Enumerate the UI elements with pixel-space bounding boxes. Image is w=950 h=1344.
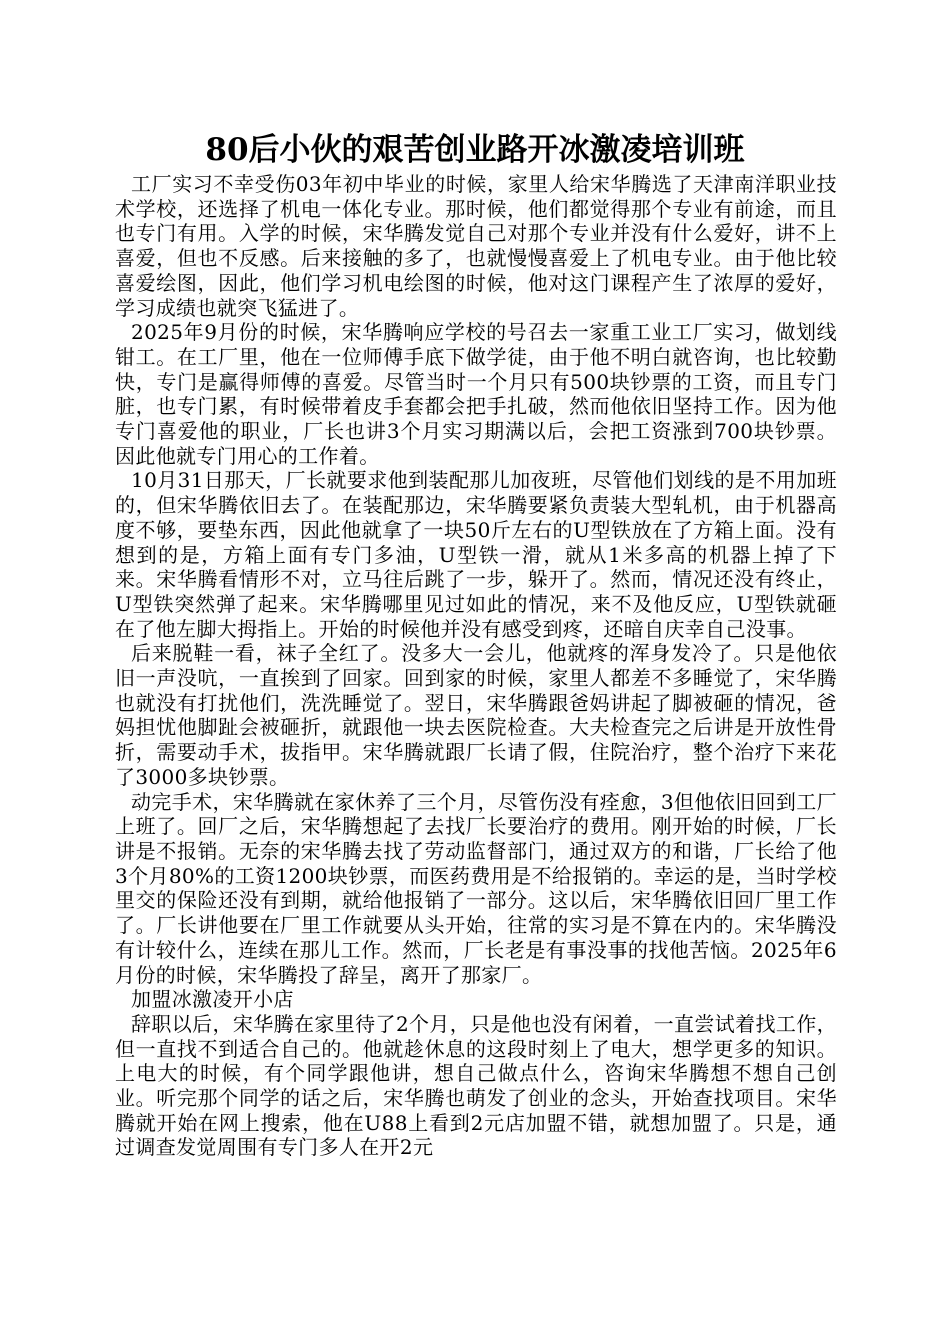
paragraph: 后来脱鞋一看，袜子全红了。没多大一会儿，他就疼的浑身发冷了。只是他依旧一声没吭，一直挨到了回家。回到家的时候，家里人都差不多睡觉了，宋华腾也就没有打扰他们，洗洗睡觉了。翌日，宋华腾跟爸妈讲起了脚被砸的情况，爸妈担忧他脚趾会被砸折，就跟他一块去医院检查。大夫检查完之后讲是开放性骨折，需要动手术，拔指甲。宋华腾就跟厂长请了假，住院治疗，整个治疗下来花了3000多块钞票。	[115, 641, 837, 789]
document-body	[115, 172, 837, 1160]
paragraph: 10月31日那天，厂长就要求他到装配那儿加夜班，尽管他们划线的是不用加班的，但宋华腾依旧去了。在装配那边，宋华腾要紧负责装大型轧机，由于机器高度不够，要垫东西，因此他就拿了一块50斤左右的U型铁放在了方箱上面。没有想到的是，方箱上面有专门多油，U型铁一滑，就从1米多高的机器上掉了下来。宋华腾看情形不对，立马往后跳了一步，躲开了。然而，情况还没有终止，U型铁突然弹了起来。宋华腾哪里见过如此的情况，来不及他反应，U型铁就砸在了他左脚大拇指上。开始的时候他并没有感受到疼，还暗自庆幸自己没事。	[115, 468, 837, 641]
document-title: 80后小伙的艰苦创业路开冰激凌培训班	[205, 132, 745, 168]
paragraph: 辞职以后，宋华腾在家里待了2个月，只是他也没有闲着，一直尝试着找工作，但一直找不到适合自己的。他就趁休息的这段时刻上了电大，想学更多的知识。上电大的时候，有个同学跟他讲，想自己做点什么，咨询宋华腾想不想自己创业。听完那个同学的话之后，宋华腾也萌发了创业的念头，开始查找项目。宋华腾就开始在网上搜索，他在U88上看到2元店加盟不错，就想加盟了。只是，通过调查发觉周围有专门多人在开2元	[115, 1011, 837, 1160]
section-heading: 加盟冰激凌开小店	[131, 987, 294, 1012]
paragraph: 2025年9月份的时候，宋华腾响应学校的号召去一家重工业工厂实习，做划线钳工。在工厂里，他在一位师傅手底下做学徒，由于他不明白就咨询，也比较勤快，专门是赢得师傅的喜爱。尽管当时一个月只有500块钞票的工资，而且专门脏，也专门累，有时候带着皮手套都会把手扎破，然而他依旧坚持工作。因为他专门喜爱他的职业，厂长也讲3个月实习期满以后，会把工资涨到700块钞票。因此他就专门用心的工作着。	[115, 320, 837, 468]
paragraph: 工厂实习不幸受伤03年初中毕业的时候，家里人给宋华腾选了天津南洋职业技术学校，还选择了机电一体化专业。那时候，他们都觉得那个专业有前途，而且也专门有用。入学的时候，宋华腾发觉自己对那个专业并没有什么爱好，讲不上喜爱，但也不反感。后来接触的多了，也就慢慢喜爱上了机电专业。由于他比较喜爱绘图，因此，他们学习机电绘图的时候，他对这门课程产生了浓厚的爱好，学习成绩也就突飞猛进了。	[115, 172, 837, 320]
paragraph: 动完手术，宋华腾就在家休养了三个月，尽管伤没有痊愈，3但他依旧回到工厂上班了。回厂之后，宋华腾想起了去找厂长要治疗的费用。刚开始的时候，厂长讲是不报销。无奈的宋华腾去找了劳动监督部门，通过双方的和谐，厂长给了他3个月80%的工资1200块钞票，而医药费用是不给报销的。幸运的是，当时学校里交的保险还没有到期，就给他报销了一部分。这以后，宋华腾依旧回厂里工作了。厂长讲他要在厂里工作就要从头开始，往常的实习是不算在内的。宋华腾没有计较什么，连续在那儿工作。然而，厂长老是有事没事的找他苦恼。2025年6月份的时候，宋华腾投了辞呈，离开了那家厂。	[115, 789, 837, 987]
